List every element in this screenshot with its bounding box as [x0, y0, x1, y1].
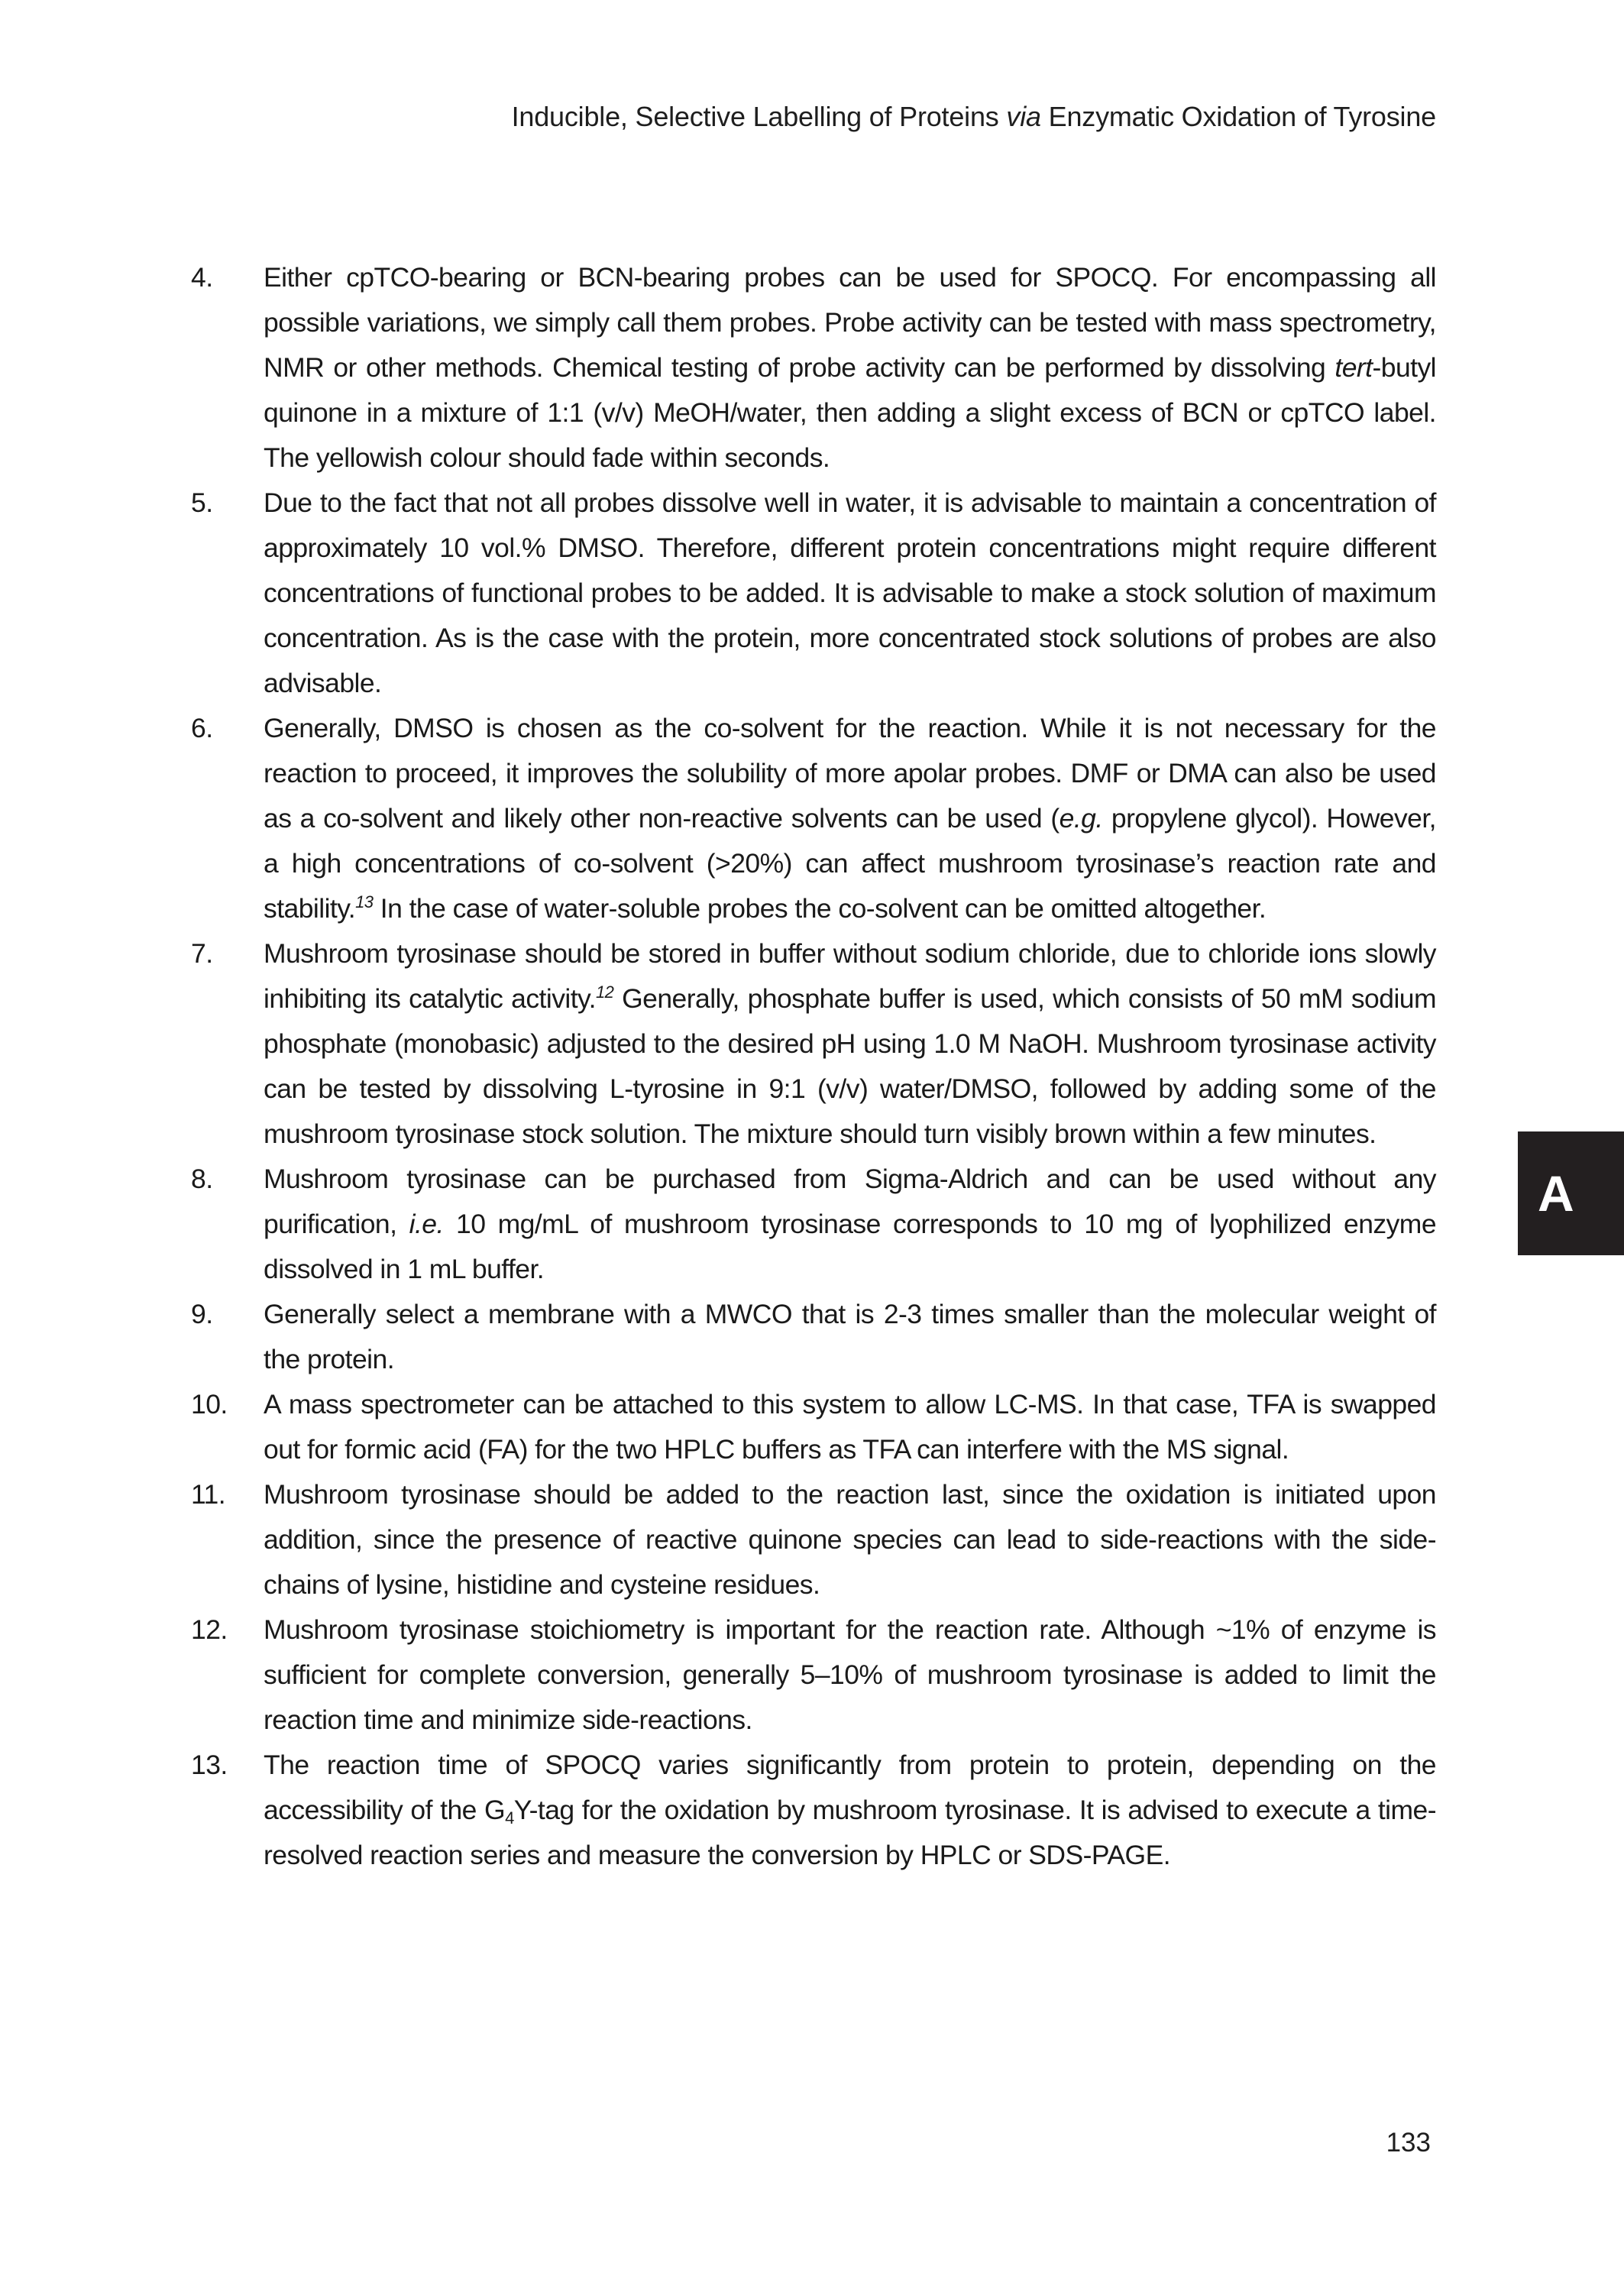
note-text-segment: Generally select a membrane with a MWCO that is 2-3 times smaller than the molecular weight of the protein.: [264, 1299, 1436, 1374]
note-item: [191, 1292, 1436, 1382]
note-text: [264, 713, 1436, 924]
note-text-segment: Either cpTCO-bearing or BCN-bearing probes can be used for SPOCQ. For encompassing all possible variations, we simply call them probes. Probe activity can be tested with mass spectrometry, NMR or other methods. Chemical testing of probe activity can be performed by dissolving: [264, 262, 1436, 383]
note-text: [264, 1750, 1436, 1870]
note-number: 5.: [191, 487, 213, 518]
note-text: [264, 487, 1436, 698]
note-text: [264, 1389, 1436, 1465]
note-number: 8.: [191, 1164, 213, 1194]
note-number: 9.: [191, 1299, 213, 1329]
note-number: 10.: [191, 1389, 228, 1420]
note-text-segment: -butyl quinone in a mixture of 1:1 (v/v) MeOH/water, then adding a slight excess of BCN or cpTCO label. The yellowish colour should fade within seconds.: [264, 352, 1436, 473]
subscript: 4: [505, 1808, 514, 1827]
note-text: [264, 938, 1436, 1149]
note-text-segment: Generally, DMSO is chosen as the co-solvent for the reaction. While it is not necessary for the reaction to proceed, it improves the solubility of more apolar probes. DMF or DMA can also be used as a co-solvent and likely other non-reactive solvents can be used (: [264, 713, 1436, 834]
note-text-segment: 10 mg/mL of mushroom tyrosinase corresponds to 10 mg of lyophilized enzyme dissolved in 1 mL buffer.: [264, 1209, 1437, 1284]
note-text-segment: Mushroom tyrosinase can be purchased from Sigma-Aldrich and can be used without any purification,: [264, 1164, 1436, 1239]
note-item: [191, 706, 1436, 931]
note-number: 6.: [191, 713, 213, 743]
note-number: 4.: [191, 262, 213, 293]
note-text: [264, 1299, 1436, 1374]
note-text: [264, 1614, 1436, 1735]
chapter-tab-label: A: [1538, 1165, 1574, 1222]
running-header-italic: via: [1006, 101, 1041, 132]
notes-list: [191, 255, 1436, 1878]
note-text-segment: Mushroom tyrosinase should be stored in buffer without sodium chloride, due to chloride ions slowly inhibiting its catalytic activity.: [264, 938, 1436, 1014]
page-number: 133: [1386, 2128, 1431, 2158]
note-text-segment: In the case of water-soluble probes the co-solvent can be omitted altogether.: [373, 893, 1267, 924]
note-item: [191, 481, 1436, 706]
note-text-segment: Due to the fact that not all probes dissolve well in water, it is advisable to maintain a concentration of approximately 10 vol.% DMSO. Therefore, different protein concentrations might require different concentrations of functional probes to be added. It is advisable to make a stock solution of maximum concentration. As is the case with the protein, more concentrated stock solutions of probes are also advisable.: [264, 487, 1436, 698]
note-text-segment: Mushroom tyrosinase should be added to the reaction last, since the oxidation is initiated upon addition, since the presence of reactive quinone species can lead to side-reactions with the side-chains of lysine, histidine and cysteine residues.: [264, 1479, 1436, 1600]
running-header-text-end: Enzymatic Oxidation of Tyrosine: [1040, 101, 1436, 132]
note-text-segment: i.e.: [409, 1209, 444, 1239]
note-item: [191, 1157, 1436, 1292]
note-item: [191, 1472, 1436, 1607]
note-text: [264, 1164, 1436, 1284]
note-text: [264, 262, 1436, 473]
citation-superscript: 12: [595, 983, 614, 1002]
chapter-tab: [1518, 1131, 1624, 1255]
note-text-segment: A mass spectrometer can be attached to this system to allow LC-MS. In that case, TFA is swapped out for formic acid (FA) for the two HPLC buffers as TFA can interfere with the MS signal.: [264, 1389, 1436, 1465]
note-text-segment: Mushroom tyrosinase stoichiometry is important for the reaction rate. Although ~1% of enzyme is sufficient for complete conversion, generally 5–10% of mushroom tyrosinase is added to limit the reaction time and minimize side-reactions.: [264, 1614, 1436, 1735]
note-text-segment: e.g.: [1059, 803, 1103, 834]
note-text-segment: tert: [1334, 352, 1373, 383]
note-number: 12.: [191, 1614, 228, 1645]
note-item: [191, 1743, 1436, 1878]
note-number: 13.: [191, 1750, 228, 1780]
note-number: 7.: [191, 938, 213, 969]
note-item: [191, 255, 1436, 481]
note-item: [191, 931, 1436, 1157]
running-header: [428, 98, 1436, 136]
note-text-segment: Y-tag for the oxidation by mushroom tyrosinase. It is advised to execute a time-resolved reaction series and measure the conversion by HPLC or SDS-PAGE.: [264, 1795, 1436, 1870]
note-text: [264, 1479, 1436, 1600]
note-item: [191, 1607, 1436, 1743]
citation-superscript: 13: [355, 892, 374, 912]
note-number: 11.: [191, 1479, 226, 1510]
note-text-segment: propylene glycol). However, a high concentrations of co-solvent (>20%) can affect mushroom tyrosinase’s reaction rate and stability.: [264, 803, 1436, 924]
note-item: [191, 1382, 1436, 1472]
note-text-segment: The reaction time of SPOCQ varies significantly from protein to protein, depending on the accessibility of the G: [264, 1750, 1436, 1825]
note-text-segment: Generally, phosphate buffer is used, which consists of 50 mM sodium phosphate (monobasic) adjusted to the desired pH using 1.0 M NaOH. Mushroom tyrosinase activity can be tested by dissolving L-tyrosine in 9:1 (v/v) water/DMSO, followed by adding some of the mushroom tyrosinase stock solution. The mixture should turn visibly brown within a few minutes.: [264, 983, 1436, 1149]
running-header-text: Inducible, Selective Labelling of Proteins: [511, 101, 1007, 132]
